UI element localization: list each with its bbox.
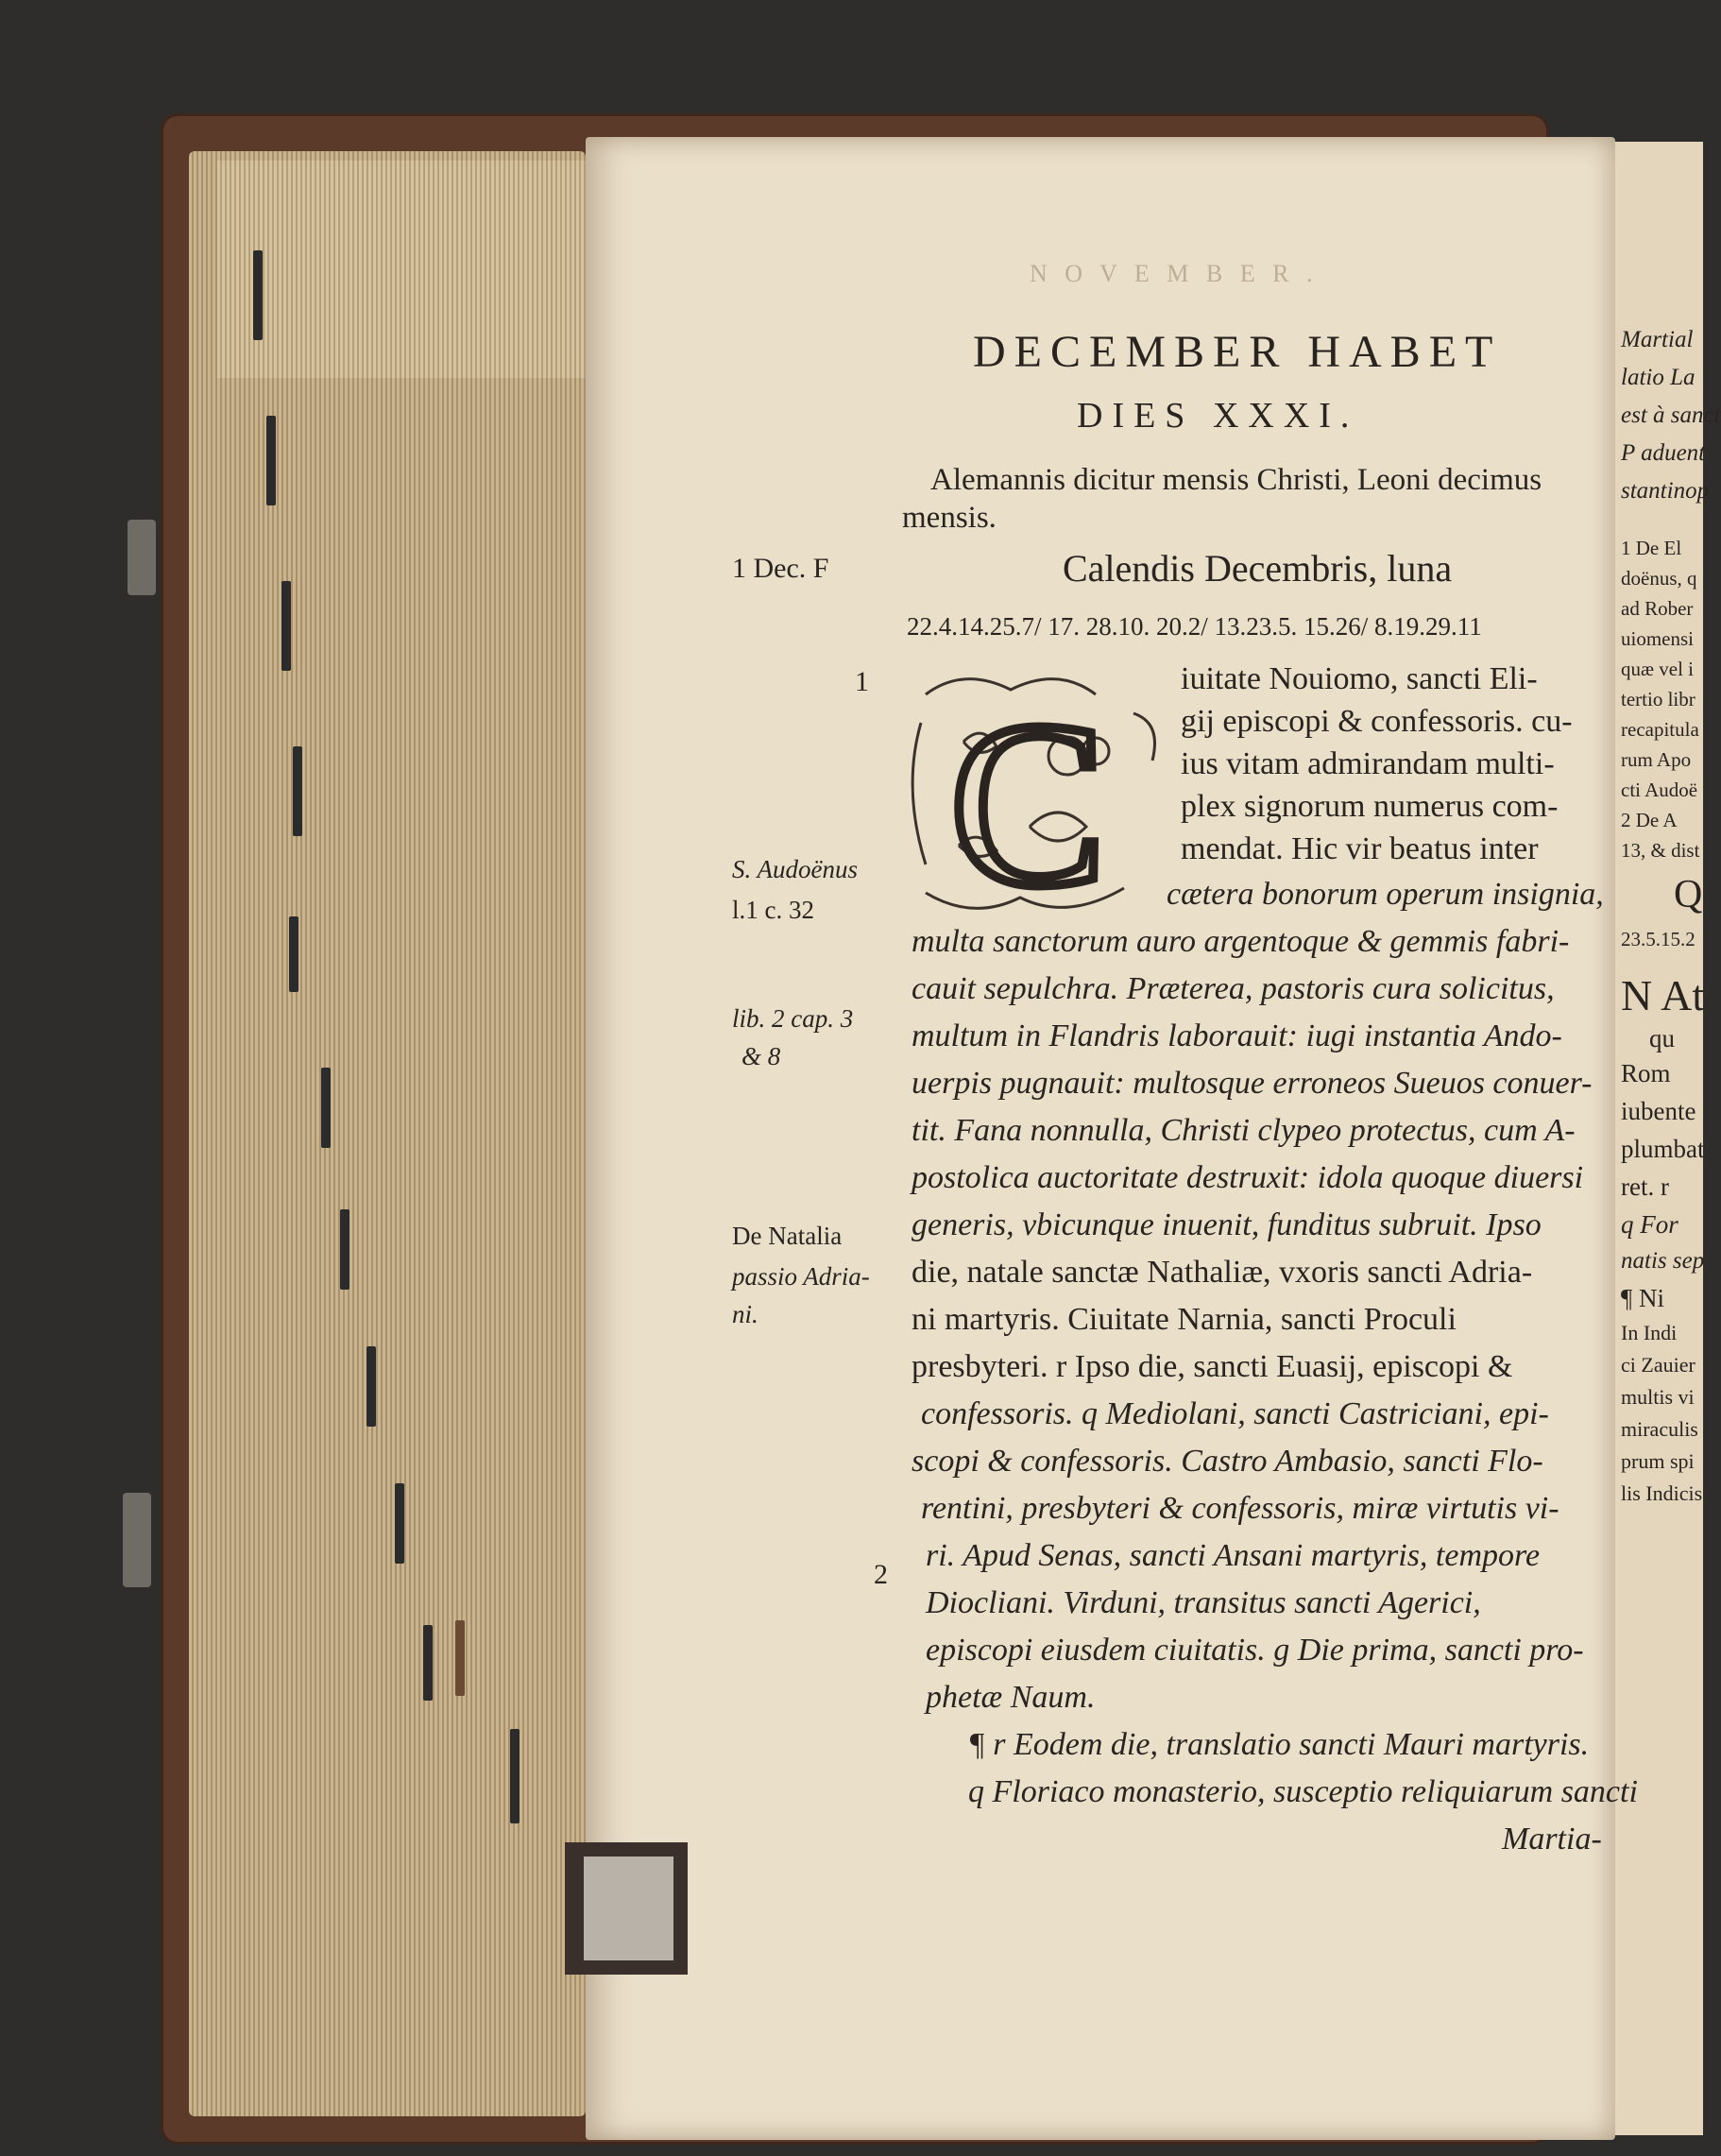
index-tab [455,1620,465,1696]
text-line: ius vitam admirandam multi- [1181,746,1555,781]
text-line: cauit sepulchra. Præterea, pastoris cura solicitus, [912,971,1555,1006]
index-tab [366,1346,376,1427]
text-line: confessoris. q Mediolani, sancti Castriciani, epi- [921,1396,1549,1431]
facing-line: ad Rober [1621,597,1694,620]
facing-line: qu [1649,1024,1675,1052]
day-number: 2 [874,1559,888,1590]
text-line: postolica auctoritate destruxit: idola quoque diuersi [912,1160,1584,1195]
text-line: presbyteri. r Ipso die, sancti Euasij, episcopi & [912,1349,1513,1384]
facing-line: ci Zauier [1621,1353,1695,1377]
text-line: multum in Flandris laborauit: iugi instantia Ando- [912,1018,1562,1053]
bookmark-tab-label [584,1857,673,1960]
text-line: q Floriaco monasterio, susceptio reliquiarum sancti [968,1774,1638,1809]
margin-date: 1 Dec. F [732,553,829,584]
bleed-through-header: N O V E M B E R . [1030,260,1319,287]
facing-line: N At [1621,971,1705,1019]
text-line: generis, vbicunque inuenit, funditus subruit. Ipso [912,1207,1542,1242]
facing-line: prum spi [1621,1449,1695,1473]
facing-line: recapitula [1621,718,1699,741]
text-line: episcopi eiusdem ciuitatis. g Die prima, sancti pro- [926,1633,1584,1668]
text-line: Diocliani. Virduni, transitus sancti Agerici, [926,1585,1481,1620]
catchword: Martia- [1502,1822,1602,1857]
facing-line: rum Apo [1621,748,1692,771]
index-tab [510,1729,520,1823]
facing-line: cti Audoë [1621,779,1698,801]
page-subheading: DIES XXXI. [1077,396,1359,436]
calendis-line: Calendis Decembris, luna [1063,547,1453,590]
facing-line: multis vi [1621,1385,1695,1409]
text-line: rentini, presbyteri & confessoris, miræ virtutis vi- [921,1491,1559,1526]
facing-line: 23.5.15.2 [1621,928,1695,950]
facing-line: quæ vel i [1621,658,1694,680]
facing-line: Martial [1621,327,1694,352]
text-line: ni martyris. Ciuitate Narnia, sancti Proculi [912,1302,1457,1337]
text-line: cætera bonorum operum insignia, [1167,877,1604,912]
facing-line: plumbat [1621,1135,1705,1163]
margin-note: De Natalia [732,1222,843,1250]
text-line: gij episcopi & confessoris. cu- [1181,704,1573,739]
facing-line: 1 De El [1621,537,1682,559]
text-line: ri. Apud Senas, sancti Ansani martyris, tempore [926,1538,1541,1573]
margin-note: S. Audoënus [732,855,858,883]
page-block-fore-edge [189,151,586,2116]
text-line: iuitate Nouiomo, sancti Eli- [1181,661,1538,696]
index-tab [340,1209,349,1290]
intro-line: mensis. [902,501,997,535]
index-tab [289,916,298,992]
text-line: mendat. Hic vir beatus inter [1181,831,1539,866]
margin-note: ni. [732,1300,758,1328]
clasp [123,1493,151,1587]
text-line: ¶ r Eodem die, translatio sancti Mauri martyris. [968,1727,1590,1762]
svg-text:C: C [949,674,1107,935]
intro-line: Alemannis dicitur mensis Christi, Leoni decimus [930,463,1542,497]
text-line: multa sanctorum auro argentoque & gemmis fabri- [912,924,1570,959]
index-tab [253,250,263,340]
page-block-head [217,161,586,378]
facing-page-text [1621,321,1721,1814]
facing-line: Q [1674,873,1703,916]
facing-line: latio La [1621,365,1695,390]
facing-line: In Indi [1621,1321,1678,1344]
text-line: uerpis pugnauit: multosque erroneos Sueuos conuer- [912,1066,1593,1101]
index-tab [321,1068,331,1148]
facing-line: est à sanct [1621,402,1721,428]
text-line: phetæ Naum. [926,1680,1096,1715]
luna-numbers: 22.4.14.25.7/ 17. 28.10. 20.2/ 13.23.5. 15.26/ 8.19.29.11 [907,612,1482,641]
clasp [128,520,156,595]
facing-line: 13, & dist [1621,839,1700,862]
facing-line: ¶ Ni [1621,1284,1664,1312]
text-line: tit. Fana nonnulla, Christi clypeo protectus, cum A- [912,1113,1576,1148]
facing-line: 2 De A [1621,809,1678,831]
index-tab [293,746,302,836]
margin-note: & 8 [741,1042,781,1070]
index-tab [281,581,291,671]
text-line: plex signorum numerus com- [1181,789,1559,824]
margin-note: l.1 c. 32 [732,896,814,924]
facing-line: uiomensi [1621,627,1694,650]
facing-line: ret. r [1621,1172,1669,1201]
facing-line: lis Indicis [1621,1481,1703,1505]
day-number: 1 [855,666,869,697]
index-tab [266,416,276,505]
facing-line: miraculis [1621,1417,1698,1441]
facing-line: tertio libr [1621,688,1695,710]
text-line: scopi & confessoris. Castro Ambasio, sancti Flo- [912,1444,1543,1479]
index-tab [423,1625,433,1701]
facing-line: natis sep [1621,1248,1705,1274]
facing-line: P aduent [1621,440,1706,466]
decorated-initial [907,666,1181,935]
page-heading: DECEMBER HABET [973,327,1502,377]
facing-line: stantinop [1621,478,1710,504]
facing-line: Rom [1621,1059,1671,1087]
facing-line: iubente [1621,1097,1696,1125]
margin-note: passio Adria- [732,1262,870,1291]
margin-note: lib. 2 cap. 3 [732,1004,854,1033]
text-line: die, natale sanctæ Nathaliæ, vxoris sancti Adria- [912,1255,1533,1290]
facing-line: q For [1621,1210,1678,1239]
facing-line: doënus, q [1621,567,1697,590]
index-tab [395,1483,404,1564]
